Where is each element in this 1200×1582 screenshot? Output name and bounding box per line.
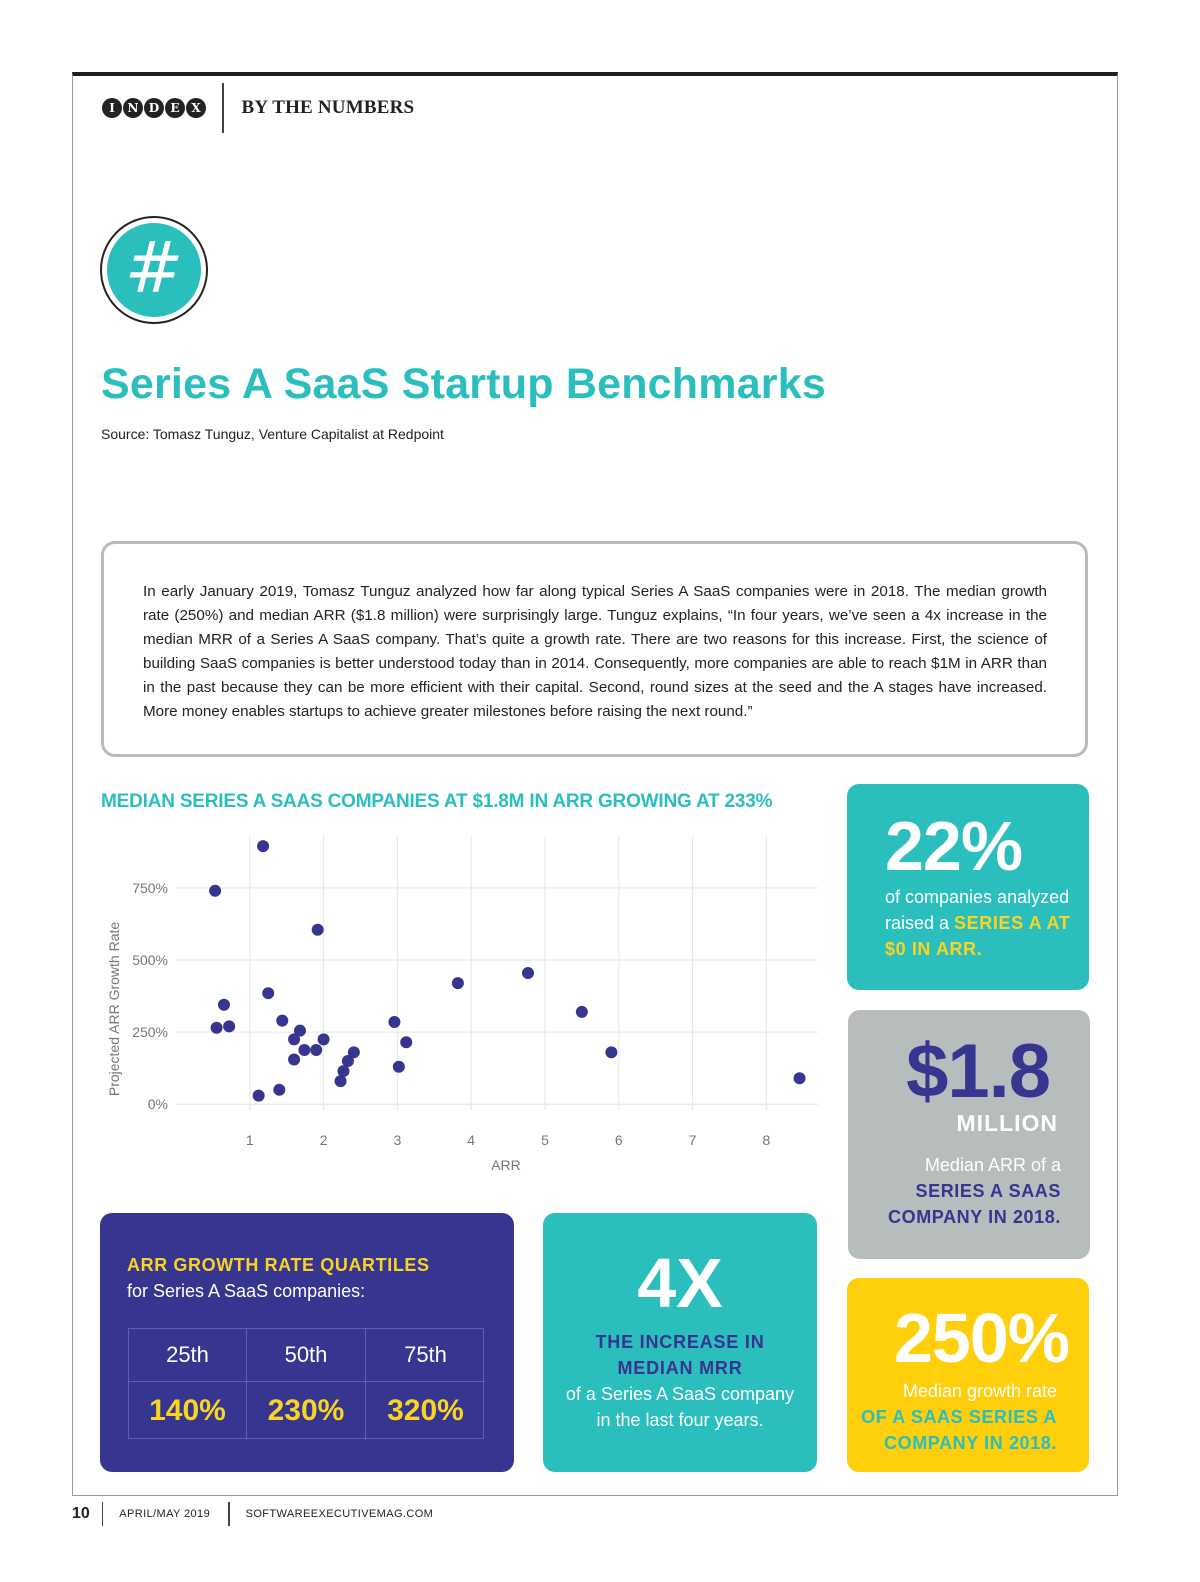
x-tick-label: 4 (467, 1132, 476, 1148)
scatter-chart (100, 830, 830, 1190)
index-logo (102, 98, 206, 118)
y-tick-label: 500% (132, 952, 168, 969)
quartile-label: 25th (129, 1329, 247, 1382)
data-point (318, 1033, 330, 1045)
logo-letter: N (123, 98, 143, 118)
quartiles-card (100, 1213, 514, 1472)
data-point (257, 840, 269, 852)
stat-line: MEDIAN MRR (617, 1358, 743, 1378)
data-point (576, 1006, 588, 1018)
stat-description (885, 884, 1070, 962)
stat-line: of companies analyzed (885, 887, 1070, 907)
stat-description (543, 1381, 817, 1433)
y-tick-label: 0% (147, 1096, 168, 1113)
y-tick-label: 250% (132, 1024, 168, 1041)
stat-unit: MILLION (956, 1110, 1058, 1136)
x-tick-label: 1 (245, 1132, 254, 1148)
stat-line: THE INCREASE IN (595, 1332, 765, 1352)
x-tick-label: 3 (393, 1132, 402, 1148)
data-point (298, 1044, 310, 1056)
data-point (276, 1015, 288, 1027)
stat-line: raised a (885, 913, 955, 933)
data-point (310, 1044, 322, 1056)
data-point (312, 924, 324, 936)
stat-highlight: $0 IN ARR. (885, 939, 983, 959)
page-header (102, 90, 414, 126)
stat-highlight: COMPANY IN 2018. (888, 1207, 1061, 1227)
quartiles-subheading: for Series A SaaS companies: (127, 1281, 366, 1301)
data-point (211, 1022, 223, 1034)
data-point (335, 1075, 347, 1087)
x-tick-label: 8 (762, 1132, 771, 1148)
data-point (605, 1046, 617, 1058)
stat-value: 250% (893, 1299, 1069, 1377)
stat-value: $1.8 (906, 1029, 1050, 1114)
quartile-value: 230% (247, 1382, 366, 1440)
stat-card-growth-rate (847, 1278, 1089, 1472)
quartile-label: 50th (247, 1329, 366, 1382)
data-point (294, 1025, 306, 1037)
footer-divider (228, 1502, 230, 1526)
stat-highlight: SERIES A SAAS (915, 1181, 1061, 1201)
page-number: 10 (72, 1505, 90, 1522)
logo-letter: D (144, 98, 164, 118)
stat-line: in the last four years. (596, 1410, 764, 1430)
quartile-label: 75th (366, 1329, 485, 1382)
section-title: BY THE NUMBERS (241, 97, 415, 118)
stat-line: Median growth rate (902, 1381, 1057, 1401)
stat-description (837, 1378, 1057, 1456)
logo-letter: X (186, 98, 206, 118)
x-tick-label: 7 (688, 1132, 697, 1148)
stat-line: of a Series A SaaS company (565, 1384, 795, 1404)
data-point (218, 999, 230, 1011)
page-footer (72, 1500, 433, 1528)
logo-letter: I (102, 98, 122, 118)
website-url: SOFTWAREEXECUTIVEMAG.COM (245, 1508, 434, 1520)
hash-icon-glyph: # (107, 223, 201, 317)
data-point (400, 1036, 412, 1048)
quartile-value: 320% (387, 1394, 464, 1427)
source-line: Source: Tomasz Tunguz, Venture Capitalist at Redpoint (101, 426, 444, 442)
quartiles-heading: ARR GROWTH RATE QUARTILES (127, 1255, 430, 1275)
stat-highlight: SERIES A AT (954, 913, 1071, 933)
stat-description (841, 1152, 1061, 1230)
quartile-value: 140% (129, 1382, 247, 1440)
stat-value: 22% (885, 807, 1023, 885)
intro-text: In early January 2019, Tomasz Tunguz analyzed how far along typical Series A SaaS companies were in 2018. The median growth rate (250%) and median ARR ($1.8 million) were surprisingly large. Tunguz explains, “In four years, we’ve seen a 4x increase in the median MRR of a Series A SaaS company. That’s quite a growth rate. There are two reasons for this increase. First, the science of building SaaS companies is better understood today than in 2014. Consequently, more companies are able to reach $1M in ARR than in the past because they can be more efficient with their capital. Second, round sizes at the seed and the A stages have increased. More money enables startups to achieve greater milestones before raising the next round.” (143, 583, 1047, 720)
stat-value: 4X (637, 1244, 723, 1322)
issue-date: APRIL/MAY 2019 (119, 1508, 211, 1520)
data-point (273, 1084, 285, 1096)
x-axis-label: ARR (491, 1157, 521, 1173)
x-tick-label: 6 (614, 1132, 623, 1148)
x-tick-label: 2 (319, 1132, 328, 1148)
stat-line: Median ARR of a (924, 1155, 1061, 1175)
footer-divider (102, 1502, 104, 1526)
data-point (388, 1016, 400, 1028)
stat-highlight: COMPANY IN 2018. (884, 1433, 1057, 1453)
stat-card-22-percent (847, 784, 1089, 990)
data-point (253, 1090, 265, 1102)
y-tick-label: 750% (132, 879, 168, 896)
hash-icon (100, 216, 208, 324)
data-point (288, 1054, 300, 1066)
stat-highlight: OF A SAAS SERIES A (861, 1407, 1057, 1427)
data-point (262, 987, 274, 999)
data-point (209, 885, 221, 897)
y-axis-label: Projected ARR Growth Rate (106, 921, 122, 1097)
stat-card-median-arr (848, 1010, 1090, 1259)
intro-box (101, 541, 1088, 757)
page-title: Series A SaaS Startup Benchmarks (101, 360, 826, 408)
chart-title: MEDIAN SERIES A SAAS COMPANIES AT $1.8M IN ARR GROWING AT 233% (101, 791, 773, 812)
data-point (348, 1046, 360, 1058)
quartiles-table (128, 1328, 484, 1439)
stat-highlight (543, 1329, 817, 1381)
data-point (794, 1072, 806, 1084)
data-point (522, 967, 534, 979)
data-point (393, 1061, 405, 1073)
x-tick-label: 5 (541, 1132, 549, 1148)
data-point (223, 1020, 235, 1032)
header-divider (222, 83, 224, 133)
stat-card-4x (543, 1213, 817, 1472)
data-point (452, 977, 464, 989)
logo-letter: E (165, 98, 185, 118)
